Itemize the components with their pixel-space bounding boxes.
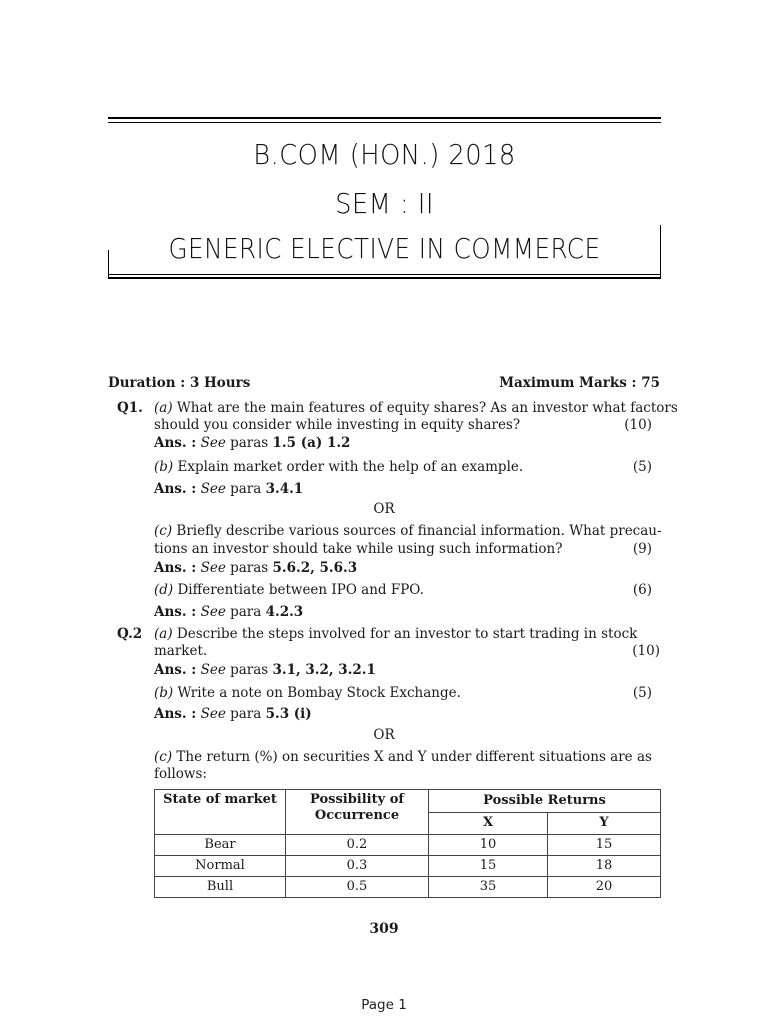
viewer-page-indicator: Page 1 (361, 997, 407, 1013)
q2c-question-line1 (154, 748, 652, 766)
cell-x: 10 (429, 835, 548, 856)
table-row (155, 877, 661, 898)
header-possibility-line1: Possibility of (310, 792, 404, 807)
q1a-marks: (10) (624, 417, 652, 433)
q2a-question-line2: market. (154, 643, 208, 659)
header-possibility-line2: Occurrence (314, 808, 400, 823)
table-header-row (155, 790, 661, 813)
header-right-bar (660, 225, 661, 277)
header-x: X (429, 812, 548, 835)
q1a-question-line1 (154, 399, 678, 417)
q1b-marks: (5) (632, 459, 652, 475)
q1b-ans-label: Ans. : (154, 481, 197, 497)
q1a-ans-see: See (200, 435, 226, 451)
q2c-question-line2: follows: (154, 766, 207, 782)
q2a-ans-word: paras (230, 662, 269, 678)
q1d-answer (154, 603, 303, 621)
q2a-text-1: Describe the steps involved for an investor to start trading in stock (172, 626, 638, 642)
q1c-ans-label: Ans. : (154, 560, 197, 576)
exam-title: B.COM (HON.) 2018 (253, 138, 516, 171)
q1c-ans-word: paras (230, 560, 269, 576)
cell-x: 35 (429, 877, 548, 898)
q1c-label: (c) (154, 523, 173, 539)
q1c-question-line2: tions an investor should take while using such information? (154, 541, 563, 557)
cell-x: 15 (429, 856, 548, 877)
header-top-rule-2 (108, 122, 661, 123)
returns-table (154, 789, 661, 898)
q2b-text: Write a note on Bombay Stock Exchange. (173, 685, 461, 701)
q1a-ans-ref: 1.5 (a) 1.2 (272, 435, 351, 451)
cell-y: 15 (548, 835, 661, 856)
q1d-text: Differentiate between IPO and FPO. (173, 582, 424, 598)
q1c-text-1: Briefly describe various sources of financial information. What precau- (172, 523, 662, 539)
q1d-ans-see: See (200, 604, 226, 620)
q1b-text: Explain market order with the help of an example. (173, 459, 524, 475)
header-state-of-market: State of market (155, 790, 286, 835)
q1b-question (154, 458, 523, 476)
q1b-answer (154, 480, 303, 498)
q1c-answer (154, 559, 357, 577)
q2a-ans-label: Ans. : (154, 662, 197, 678)
q2b-ans-see: See (200, 706, 226, 722)
q2c-text-1: The return (%) on securities X and Y under different situations are as (172, 749, 652, 765)
cell-state: Normal (155, 856, 286, 877)
cell-state: Bull (155, 877, 286, 898)
header-bottom-rule-1 (108, 274, 661, 275)
header-top-rule-1 (108, 117, 661, 119)
duration-label: Duration : 3 Hours (108, 375, 251, 391)
q2a-label: (a) (154, 626, 173, 642)
q2b-marks: (5) (632, 685, 652, 701)
q1b-ans-word: para (230, 481, 262, 497)
q1c-question-line1 (154, 522, 662, 540)
q1c-ans-see: See (200, 560, 226, 576)
cell-y: 18 (548, 856, 661, 877)
header-left-bar (108, 250, 109, 277)
q1d-question (154, 581, 424, 599)
q2b-ans-label: Ans. : (154, 706, 197, 722)
cell-prob: 0.3 (286, 856, 429, 877)
header-bottom-rule-2 (108, 277, 661, 279)
q1a-ans-word: paras (230, 435, 269, 451)
q2a-answer (154, 661, 376, 679)
table-row (155, 835, 661, 856)
cell-state: Bear (155, 835, 286, 856)
q2-number: Q.2 (117, 626, 143, 642)
q1c-marks: (9) (632, 541, 652, 557)
table-row (155, 856, 661, 877)
q2-or-divider: OR (373, 727, 395, 743)
q2b-answer (154, 705, 312, 723)
q1a-label: (a) (154, 400, 173, 416)
q2a-question-line1 (154, 625, 637, 643)
book-page-number: 309 (369, 921, 399, 937)
q1a-question-line2: should you consider while investing in equity shares? (154, 417, 521, 433)
cell-prob: 0.2 (286, 835, 429, 856)
q1d-ans-label: Ans. : (154, 604, 197, 620)
header-possible-returns: Possible Returns (429, 790, 661, 813)
q2a-ans-ref: 3.1, 3.2, 3.2.1 (272, 662, 376, 678)
q2b-question (154, 684, 461, 702)
q1a-ans-label: Ans. : (154, 435, 197, 451)
q2b-ans-word: para (230, 706, 262, 722)
cell-prob: 0.5 (286, 877, 429, 898)
q1b-ans-ref: 3.4.1 (265, 481, 304, 497)
q2b-ans-ref: 5.3 (i) (265, 706, 312, 722)
q1c-ans-ref: 5.6.2, 5.6.3 (272, 560, 358, 576)
header-possibility (286, 790, 429, 835)
q1b-label: (b) (154, 459, 174, 475)
q1-number: Q1. (117, 400, 143, 416)
q1a-text-1: What are the main features of equity shares? As an investor what factors (172, 400, 678, 416)
q1-or-divider: OR (373, 501, 395, 517)
q1d-marks: (6) (632, 582, 652, 598)
paper-title: GENERIC ELECTIVE IN COMMERCE (168, 232, 601, 265)
max-marks-label: Maximum Marks : 75 (499, 375, 660, 391)
q1d-ans-word: para (230, 604, 262, 620)
header-y: Y (548, 812, 661, 835)
q1a-answer (154, 434, 350, 452)
cell-y: 20 (548, 877, 661, 898)
q1d-ans-ref: 4.2.3 (265, 604, 304, 620)
q1b-ans-see: See (200, 481, 226, 497)
q2a-marks: (10) (632, 643, 660, 659)
q2c-label: (c) (154, 749, 173, 765)
q2b-label: (b) (154, 685, 174, 701)
q2a-ans-see: See (200, 662, 226, 678)
semester-title: SEM : II (335, 187, 434, 220)
q1d-label: (d) (154, 582, 174, 598)
